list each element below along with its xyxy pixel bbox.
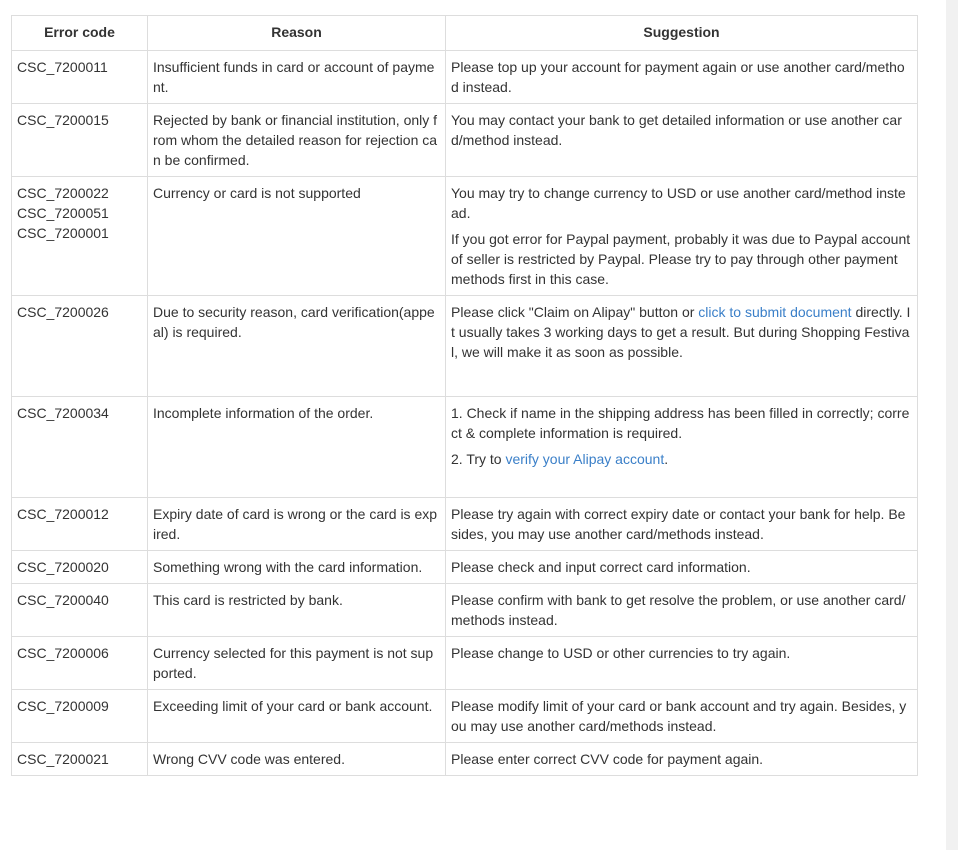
suggestion-cell	[446, 177, 918, 296]
reason-cell: Rejected by bank or financial institution, only from whom the detailed reason for rejection can be confirmed.	[148, 104, 446, 177]
suggestion-cell: Please confirm with bank to get resolve the problem, or use another card/methods instead.	[446, 584, 918, 637]
table-row	[12, 177, 918, 296]
error-code-cell	[12, 397, 148, 498]
suggestion-cell: Please modify limit of your card or bank account and try again. Besides, you may use another card/methods instead.	[446, 690, 918, 743]
reason-cell: Currency or card is not supported	[148, 177, 446, 296]
table-row	[12, 51, 918, 104]
suggestion-cell: You may contact your bank to get detailed information or use another card/method instead.	[446, 104, 918, 177]
error-code-cell	[12, 498, 148, 551]
error-code: CSC_7200020	[17, 559, 109, 575]
suggestion-cell: Please try again with correct expiry date or contact your bank for help. Besides, you may use another card/methods instead.	[446, 498, 918, 551]
error-code-cell	[12, 51, 148, 104]
table-row	[12, 690, 918, 743]
suggestion-text: 2. Try to	[451, 451, 506, 467]
error-code-cell	[12, 296, 148, 397]
error-code: CSC_7200026	[17, 304, 109, 320]
reason-cell: Expiry date of card is wrong or the card is expired.	[148, 498, 446, 551]
reason-cell: Currency selected for this payment is not supported.	[148, 637, 446, 690]
error-code: CSC_7200051	[17, 205, 109, 221]
table-row	[12, 743, 918, 776]
reason-cell: This card is restricted by bank.	[148, 584, 446, 637]
table-row	[12, 551, 918, 584]
reason-cell: Insufficient funds in card or account of payment.	[148, 51, 446, 104]
suggestion-cell: Please enter correct CVV code for payment again.	[446, 743, 918, 776]
error-code: CSC_7200021	[17, 751, 109, 767]
suggestion-text: .	[664, 451, 669, 467]
error-code-cell	[12, 637, 148, 690]
suggestion-cell	[446, 397, 918, 498]
error-code-cell	[12, 104, 148, 177]
suggestion-cell: Please change to USD or other currencies to try again.	[446, 637, 918, 690]
suggestion-text: directly. It usually takes 3 working days to get a result. But during Shopping Festival, we will make it as soon as possible.	[451, 304, 911, 360]
suggestion-cell	[446, 296, 918, 397]
table-row	[12, 397, 918, 498]
error-code: CSC_7200015	[17, 112, 109, 128]
table-row	[12, 637, 918, 690]
table-row	[12, 584, 918, 637]
error-code: CSC_7200001	[17, 225, 109, 241]
header-suggestion: Suggestion	[446, 16, 918, 51]
reason-cell: Something wrong with the card information.	[148, 551, 446, 584]
error-code-cell	[12, 551, 148, 584]
error-code-cell	[12, 690, 148, 743]
verify-alipay-account-link[interactable]: verify your Alipay account	[505, 451, 665, 467]
suggestion-text: If you got error for Paypal payment, probably it was due to Paypal account of seller is restricted by Paypal. Please try to pay through other payment methods first in this case.	[451, 231, 911, 287]
error-code-cell	[12, 177, 148, 296]
error-code-cell	[12, 584, 148, 637]
page-scrollbar[interactable]	[946, 0, 958, 850]
error-code-table	[11, 15, 918, 776]
reason-cell: Wrong CVV code was entered.	[148, 743, 446, 776]
table-row	[12, 104, 918, 177]
error-code: CSC_7200040	[17, 592, 109, 608]
suggestion-text	[451, 449, 912, 469]
suggestion-cell: Please check and input correct card information.	[446, 551, 918, 584]
error-code-cell	[12, 743, 148, 776]
submit-document-link[interactable]: click to submit document	[698, 304, 852, 320]
suggestion-text: 1. Check if name in the shipping address has been filled in correctly; correct & complete information is required.	[451, 405, 910, 441]
header-error-code: Error code	[12, 16, 148, 51]
error-code: CSC_7200022	[17, 185, 109, 201]
header-reason: Reason	[148, 16, 446, 51]
table-row	[12, 296, 918, 397]
reason-cell: Due to security reason, card verification(appeal) is required.	[148, 296, 446, 397]
reason-cell: Exceeding limit of your card or bank account.	[148, 690, 446, 743]
error-code: CSC_7200006	[17, 645, 109, 661]
suggestion-text: You may try to change currency to USD or use another card/method instead.	[451, 185, 906, 221]
table-header-row	[12, 16, 918, 51]
error-code: CSC_7200009	[17, 698, 109, 714]
table-row	[12, 498, 918, 551]
suggestion-cell: Please top up your account for payment again or use another card/method instead.	[446, 51, 918, 104]
error-code: CSC_7200034	[17, 405, 109, 421]
error-code: CSC_7200011	[17, 59, 108, 75]
suggestion-text: Please click "Claim on Alipay" button or	[451, 304, 699, 320]
reason-cell: Incomplete information of the order.	[148, 397, 446, 498]
error-code: CSC_7200012	[17, 506, 109, 522]
